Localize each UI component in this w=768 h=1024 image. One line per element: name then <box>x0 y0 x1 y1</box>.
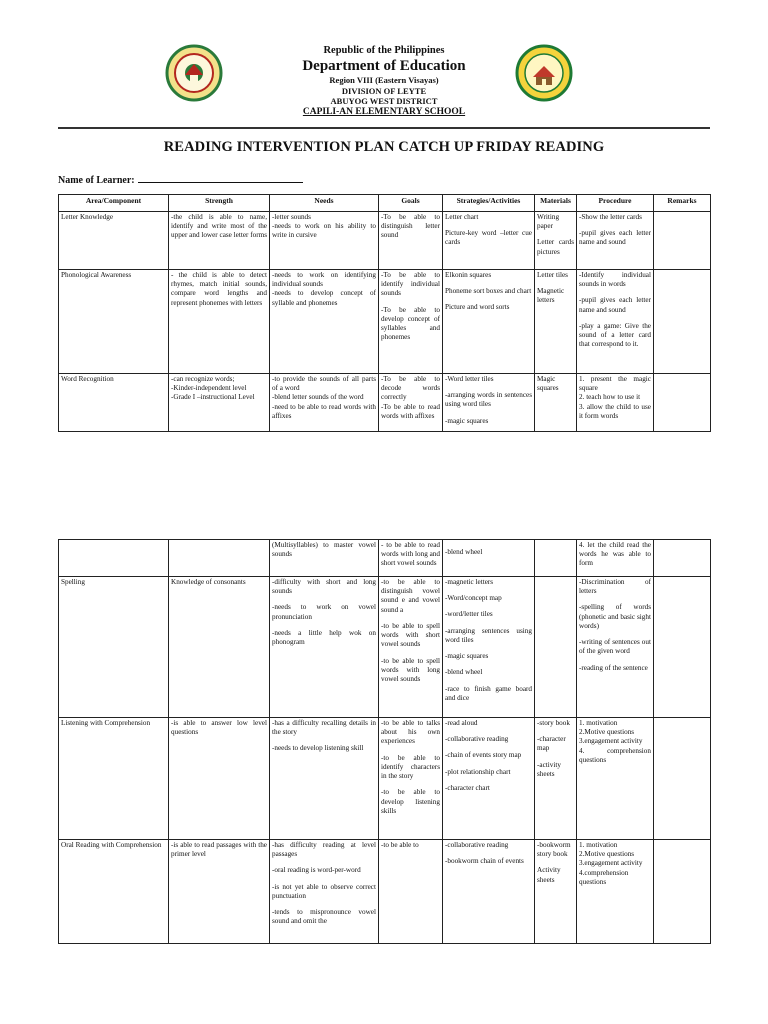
cell-text: -story book <box>537 719 570 727</box>
cell-text: -collaborative reading <box>445 841 509 849</box>
remarks-cell <box>654 540 711 577</box>
cell-text: Letter tiles <box>537 271 568 279</box>
header-divider <box>58 127 710 129</box>
cell-text: -arranging sentences using word tiles <box>445 626 532 644</box>
goals-cell <box>379 718 443 840</box>
learner-name-label: Name of Learner: <box>58 175 135 186</box>
cell-text: Picture-key word –letter cue cards <box>445 229 532 247</box>
cell-text: Writing paper <box>537 213 560 231</box>
table-row <box>59 374 711 432</box>
cell-text: Activity sheets <box>537 866 561 884</box>
needs-cell <box>270 270 379 374</box>
cell-text: -to be able to develop listening skills <box>381 788 440 815</box>
needs-cell <box>270 540 379 577</box>
procedure-cell <box>577 577 654 718</box>
cell-text: 4.comprehension questions <box>579 868 629 886</box>
remarks-cell <box>654 212 711 270</box>
cell-text: -Kinder-independent level <box>171 384 247 393</box>
remarks-cell <box>654 718 711 840</box>
cell-text: -Discrimination of letters <box>579 578 651 596</box>
letterhead <box>0 44 768 120</box>
cell-text: -has difficulty reading at level passages <box>272 841 376 859</box>
area-cell <box>59 840 169 944</box>
cell-text: -bookworm story book <box>537 841 571 859</box>
table-row <box>59 840 711 944</box>
cell-text: Oral Reading with Comprehension <box>61 841 162 849</box>
cell-text: -is able to answer low level questions <box>171 719 267 737</box>
materials-cell <box>535 374 577 432</box>
cell-text: -needs to work on identifying individual sounds <box>272 271 376 289</box>
cell-text: Spelling <box>61 578 85 586</box>
cell-text: -can recognize words; <box>171 375 235 383</box>
goals-cell <box>379 270 443 374</box>
strategies-cell <box>443 718 535 840</box>
cell-text: -magic squares <box>445 652 489 661</box>
cell-text: -to be able to <box>381 841 419 849</box>
materials-cell <box>535 540 577 577</box>
strategies-cell <box>443 212 535 270</box>
cell-text: - the child is able to detect rhymes, match initial sounds, compare word lengths and represent phonemes with letters <box>171 271 267 307</box>
cell-text: (Multisyllables) to master vowel sounds <box>272 541 376 559</box>
learner-name-line <box>58 173 303 186</box>
strength-cell <box>169 270 270 374</box>
cell-text: Picture and word sorts <box>445 303 510 312</box>
needs-cell <box>270 212 379 270</box>
cell-text: 4. comprehension questions <box>579 746 651 764</box>
cell-text: Letter chart <box>445 213 479 221</box>
cell-text: -character map <box>537 735 566 753</box>
cell-text: -tends to mispronounce vowel sound and omit the <box>272 908 376 926</box>
republic-line: Republic of the Philippines <box>323 45 445 56</box>
cell-text: -to provide the sounds of all parts of a word <box>272 375 376 393</box>
procedure-cell <box>577 212 654 270</box>
document-title: READING INTERVENTION PLAN CATCH UP FRIDAY READING <box>163 139 605 155</box>
cell-text: -needs to develop concept of syllable and phonemes <box>272 289 376 307</box>
cell-text: -To be able to decode words correctly <box>381 375 440 402</box>
cell-text: -the child is able to name, identify and write most of the upper and lower case letter forms <box>171 213 267 240</box>
cell-text: Letter cards pictures <box>537 238 574 256</box>
cell-text: -To be able to identify individual sounds <box>381 271 440 298</box>
cell-text: -Grade I –instructional Level <box>171 393 255 402</box>
cell-text: -to be able to distinguish vowel sound e and vowel sound a <box>381 578 440 614</box>
cell-text: Knowledge of consonants <box>171 578 246 586</box>
area-cell <box>59 270 169 374</box>
cell-text: Elkonin squares <box>445 271 492 279</box>
cell-text: -Show the letter cards <box>579 213 642 221</box>
cell-text: Word Recognition <box>61 375 114 383</box>
cell-text: -character chart <box>445 783 490 792</box>
cell-text: -chain of events story map <box>445 751 522 760</box>
cell-text: -letter sounds <box>272 213 311 221</box>
area-cell <box>59 577 169 718</box>
table-row <box>59 577 711 718</box>
materials-cell <box>535 718 577 840</box>
intervention-table-page2 <box>58 539 711 944</box>
table-header-row <box>59 195 711 212</box>
cell-text: -Word/concept map <box>445 594 502 603</box>
col-header-goals: Goals <box>379 195 443 212</box>
needs-cell <box>270 718 379 840</box>
cell-text: 1. motivation <box>579 841 618 849</box>
area-cell <box>59 374 169 432</box>
division-line: DIVISION OF LEYTE <box>341 85 427 96</box>
cell-text: -blend wheel <box>445 548 483 556</box>
intervention-table-page1 <box>58 194 711 432</box>
cell-text: 2.Motive questions <box>579 728 635 737</box>
cell-text: -writing of sentences out of the given word <box>579 638 651 656</box>
cell-text: -plot relationship chart <box>445 767 511 776</box>
cell-text: -to be able to spell words with long vowel sounds <box>381 656 440 683</box>
cell-text: -bookworm chain of events <box>445 857 524 866</box>
remarks-cell <box>654 374 711 432</box>
cell-text: 3. allow the child to use it form words <box>579 402 651 420</box>
cell-text: -is able to read passages with the primer level <box>171 841 267 859</box>
goals-cell <box>379 840 443 944</box>
needs-cell <box>270 840 379 944</box>
needs-cell <box>270 374 379 432</box>
cell-text: -difficulty with short and long sounds <box>272 578 376 596</box>
strength-cell <box>169 718 270 840</box>
cell-text: 4. let the child read the words he was able to form <box>579 541 651 568</box>
cell-text: 3.engagement activity <box>579 859 643 868</box>
cell-text: 3.engagement activity <box>579 737 643 746</box>
school-seal-icon <box>515 44 573 102</box>
area-cell <box>59 718 169 840</box>
materials-cell <box>535 840 577 944</box>
strength-cell <box>169 212 270 270</box>
strength-cell <box>169 840 270 944</box>
cell-text: - to be able to read words with long and short vowel sounds <box>381 541 440 568</box>
cell-text: -Word letter tiles <box>445 375 494 383</box>
cell-text: Magnetic letters <box>537 287 565 305</box>
cell-text: -magic squares <box>445 416 489 425</box>
goals-cell <box>379 540 443 577</box>
procedure-cell <box>577 540 654 577</box>
strength-cell <box>169 540 270 577</box>
cell-text: 2.Motive questions <box>579 850 635 859</box>
cell-text: -collaborative reading <box>445 735 509 744</box>
department-line: Department of Education <box>302 58 466 75</box>
district-line: ABUYOG WEST DISTRICT <box>330 96 438 107</box>
col-header-strength: Strength <box>169 195 270 212</box>
col-header-needs: Needs <box>270 195 379 212</box>
cell-text: -read aloud <box>445 719 478 727</box>
cell-text: -needs a little help wok on phonogram <box>272 628 376 647</box>
needs-cell <box>270 577 379 718</box>
area-cell <box>59 540 169 577</box>
procedure-cell <box>577 718 654 840</box>
col-header-procedure: Procedure <box>577 195 654 212</box>
cell-text: -To be able to develop concept of syllables and phonemes <box>381 305 440 342</box>
procedure-cell <box>577 840 654 944</box>
strategies-cell <box>443 840 535 944</box>
table-row <box>59 212 711 270</box>
goals-cell <box>379 577 443 718</box>
cell-text: -needs to work on his ability to write in cursive <box>272 222 376 240</box>
cell-text: -To be able to read words with affixes <box>381 402 440 420</box>
cell-text: -needs to develop listening skill <box>272 744 364 753</box>
col-header-materials: Materials <box>535 195 577 212</box>
cell-text: -needs to work on vowel pronunciation <box>272 603 376 621</box>
procedure-cell <box>577 270 654 374</box>
cell-text: -play a game: Give the sound of a letter card that correspond to it. <box>579 321 651 349</box>
strategies-cell <box>443 270 535 374</box>
remarks-cell <box>654 270 711 374</box>
remarks-cell <box>654 840 711 944</box>
goals-cell <box>379 374 443 432</box>
cell-text: -need to be able to read words with affixes <box>272 402 376 420</box>
cell-text: -pupil gives each letter name and sound <box>579 296 651 314</box>
procedure-cell <box>577 374 654 432</box>
cell-text: -to be able to identify characters in the story <box>381 753 440 781</box>
cell-text: -magnetic letters <box>445 578 494 586</box>
strategies-cell <box>443 577 535 718</box>
cell-text: -blend wheel <box>445 668 483 677</box>
strength-cell <box>169 577 270 718</box>
goals-cell <box>379 212 443 270</box>
strategies-cell <box>443 374 535 432</box>
cell-text: Phonological Awareness <box>61 271 132 279</box>
strength-cell <box>169 374 270 432</box>
cell-text: -reading of the sentence <box>579 663 648 672</box>
cell-text: 1. motivation <box>579 719 618 727</box>
region-line: Region VIII (Eastern Visayas) <box>329 75 439 86</box>
cell-text: -word/letter tiles <box>445 610 493 619</box>
cell-text: Magic squares <box>537 375 559 393</box>
cell-text: -spelling of words (phonetic and basic sight words) <box>579 603 651 630</box>
area-cell <box>59 212 169 270</box>
cell-text: -blend letter sounds of the word <box>272 393 364 402</box>
cell-text: -oral reading is word-per-word <box>272 866 361 875</box>
deped-division-seal-icon <box>165 44 223 102</box>
cell-text: -is not yet able to observe correct punctuation <box>272 882 376 900</box>
col-header-remarks: Remarks <box>654 195 711 212</box>
cell-text: -arranging words in sentences using word tiles <box>445 391 532 409</box>
cell-text: -to be able to spell words with short vowel sounds <box>381 621 440 649</box>
strategies-cell <box>443 540 535 577</box>
cell-text: Listening with Comprehension <box>61 719 151 727</box>
col-header-area: Area/Component <box>59 195 169 212</box>
cell-text: Letter Knowledge <box>61 213 114 221</box>
table-row <box>59 718 711 840</box>
cell-text: Phoneme sort boxes and chart <box>445 287 532 296</box>
col-header-strategies: Strategies/Activities <box>443 195 535 212</box>
school-line: CAPILI-AN ELEMENTARY SCHOOL <box>302 107 466 117</box>
table-row <box>59 540 711 577</box>
materials-cell <box>535 270 577 374</box>
cell-text: -activity sheets <box>537 760 561 778</box>
materials-cell <box>535 212 577 270</box>
remarks-cell <box>654 577 711 718</box>
learner-name-field[interactable] <box>138 173 303 183</box>
cell-text: 1. present the magic square <box>579 375 651 393</box>
cell-text: -Identify individual sounds in words <box>579 271 651 289</box>
cell-text: -To be able to distinguish letter sound <box>381 213 440 240</box>
materials-cell <box>535 577 577 718</box>
cell-text: -to be able to talks about his own experiences <box>381 719 440 746</box>
cell-text: -pupil gives each letter name and sound <box>579 229 651 247</box>
cell-text: -has a difficulty recalling details in the story <box>272 719 376 737</box>
table-row <box>59 270 711 374</box>
cell-text: 2. teach how to use it <box>579 393 641 402</box>
cell-text: -race to finish game board and dice <box>445 684 532 702</box>
